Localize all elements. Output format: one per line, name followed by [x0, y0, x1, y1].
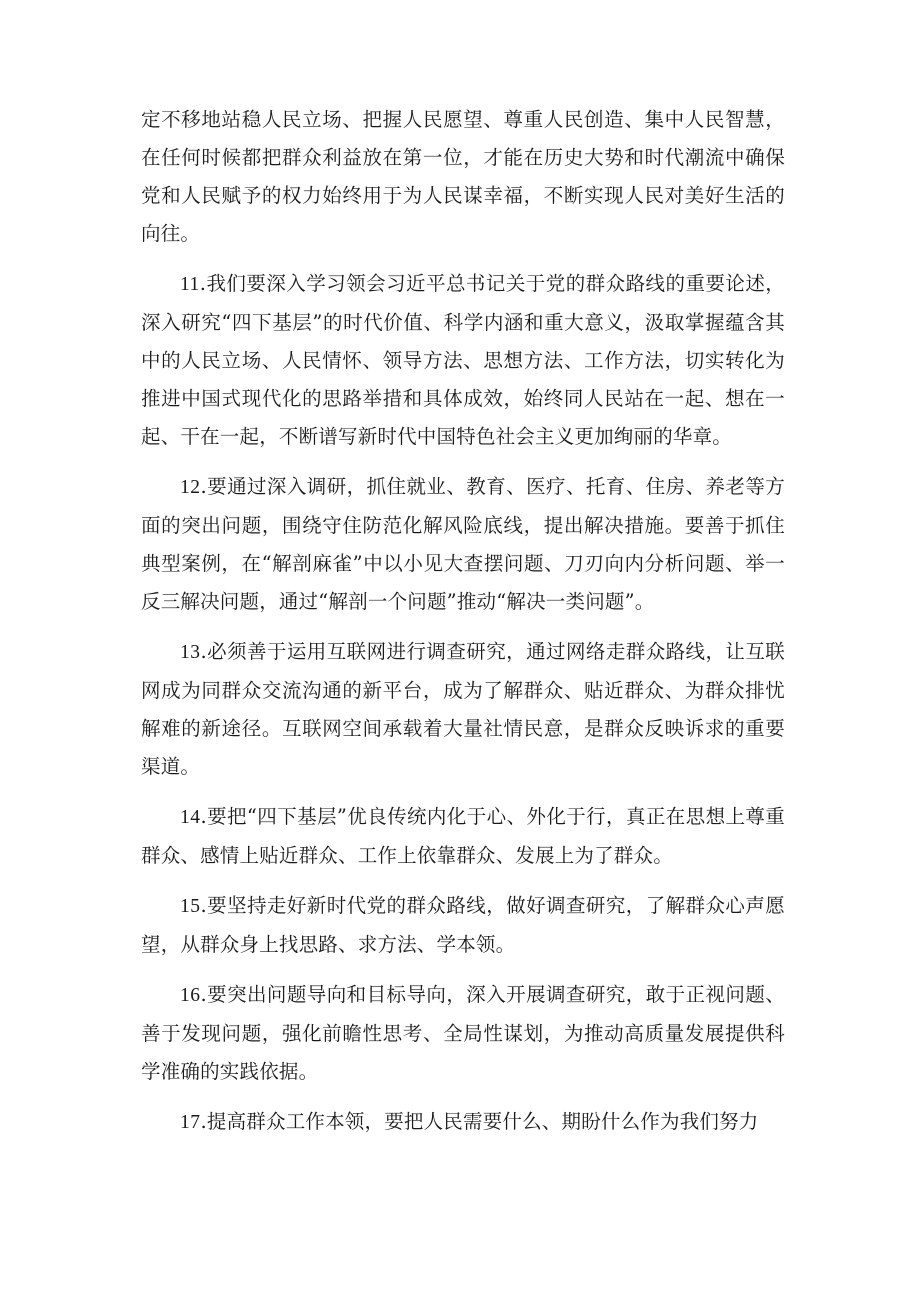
- paragraph-17: [141, 1103, 785, 1142]
- paragraph-number: 14: [180, 807, 201, 828]
- paragraph-text: .必须善于运用互联网进行调查研究，通过网络走群众路线，让互联网成为同群众交流沟通的新平台，成为了解群众、贴近群众、为群众排忧解难的新途径。互联网空间承载着大量社情民意，是群众反映诉求的重要渠道。: [141, 640, 785, 778]
- paragraph-13: [141, 633, 785, 786]
- paragraph-text: .要通过深入调研，抓住就业、教育、医疗、托育、住房、养老等方面的突出问题，围绕守住防范化解风险底线，提出解决措施。要善于抓住典型案例，在“解剖麻雀”中以小见大查摆问题、刀刃向内分析问题、举一反三解决问题，通过“解剖一个问题”推动“解决一类问题”。: [141, 475, 785, 613]
- paragraph-number: 13: [180, 642, 201, 663]
- paragraph-14: [141, 798, 785, 875]
- paragraph-16: [141, 976, 785, 1091]
- paragraph-text: .我们要深入学习领会习近平总书记关于党的群众路线的重要论述，深入研究“四下基层”的时代价值、科学内涵和重大意义，汲取掌握蕴含其中的人民立场、人民情怀、领导方法、思想方法、工作方法，切实转化为推进中国式现代化的思路举措和具体成效，始终同人民站在一起、想在一起、干在一起，不断谱写新时代中国特色社会主义更加绚丽的华章。: [141, 272, 785, 448]
- paragraph-11: [141, 265, 785, 456]
- paragraph-12: [141, 468, 785, 621]
- paragraph-number: 11: [180, 274, 200, 295]
- paragraph-15: [141, 887, 785, 964]
- paragraph-text: .要突出问题导向和目标导向，深入开展调查研究，敢于正视问题、善于发现问题，强化前瞻性思考、全局性谋划，为推动高质量发展提供科学准确的实践依据。: [141, 983, 785, 1083]
- paragraph-text: .提高群众工作本领，要把人民需要什么、期盼什么作为我们努力: [200, 1110, 759, 1133]
- paragraph-text: .要坚持走好新时代党的群众路线，做好调查研究，了解群众心声愿望，从群众身上找思路、求方法、学本领。: [141, 894, 785, 956]
- paragraph-number: 16: [180, 985, 201, 1006]
- paragraph-number: 15: [180, 896, 201, 917]
- paragraph-text: 定不移地站稳人民立场、把握人民愿望、尊重人民创造、集中人民智慧，在任何时候都把群众利益放在第一位，才能在历史大势和时代潮流中确保党和人民赋予的权力始终用于为人民谋幸福，不断实现人民对美好生活的向往。: [141, 108, 785, 245]
- paragraph-number: 12: [180, 477, 201, 498]
- paragraph-number: 17: [180, 1112, 201, 1133]
- paragraph-text: .要把“四下基层”优良传统内化于心、外化于行，真正在思想上尊重群众、感情上贴近群众、工作上依靠群众、发展上为了群众。: [141, 805, 785, 867]
- paragraph-continuation: [141, 101, 785, 253]
